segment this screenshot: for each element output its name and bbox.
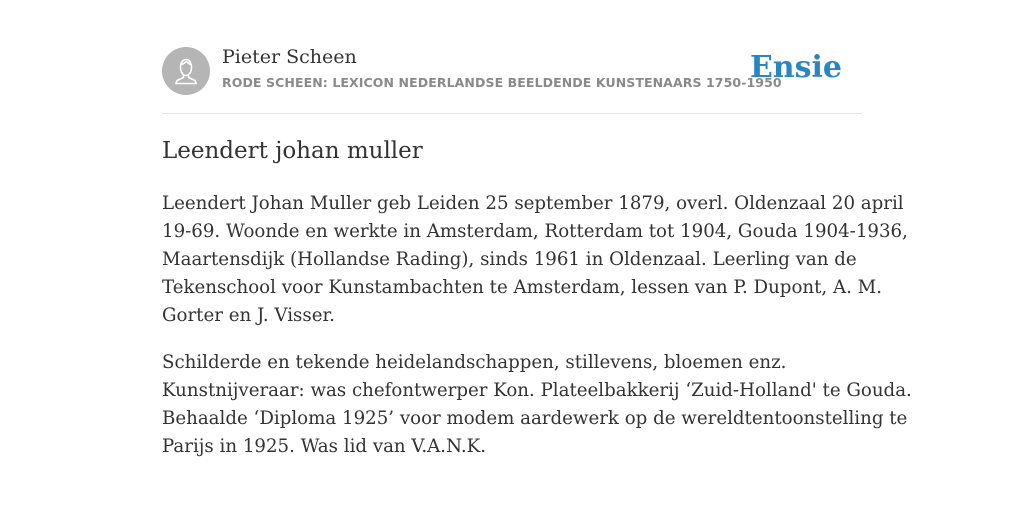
paragraph-line: Gorter en J. Visser. [162, 305, 335, 326]
article-title: Leendert johan muller [162, 138, 423, 164]
paragraph-line: Tekenschool voor Kunstambachten te Amsterdam, lessen van P. Dupont, A. M. [162, 277, 883, 298]
article-paragraph-2 [162, 349, 912, 461]
paragraph-line: Leendert Johan Muller geb Leiden 25 september 1879, overl. Oldenzaal 20 april [162, 193, 904, 214]
paragraph-line: Maartensdijk (Hollandse Rading), sinds 1961 in Oldenzaal. Leerling van de [162, 249, 857, 270]
ensie-logo[interactable]: Ensie [749, 50, 842, 85]
header-divider [162, 113, 862, 114]
paragraph-line: Schilderde en tekende heidelandschappen, stillevens, bloemen enz. [162, 352, 787, 373]
article-header [162, 46, 862, 96]
paragraph-line: Parijs in 1925. Was lid van V.A.N.K. [162, 436, 486, 457]
paragraph-line: Behaalde ‘Diploma 1925’ voor modem aardewerk op de wereldtentoonstelling te [162, 408, 908, 429]
article-paragraph-1 [162, 190, 908, 330]
paragraph-line: 19-69. Woonde en werkte in Amsterdam, Rotterdam tot 1904, Gouda 1904-1936, [162, 221, 908, 242]
source-title[interactable]: RODE SCHEEN: LEXICON NEDERLANDSE BEELDENDE KUNSTENAARS 1750-1950 [222, 75, 782, 90]
author-avatar[interactable] [162, 47, 210, 95]
author-name[interactable]: Pieter Scheen [222, 46, 357, 68]
paragraph-line: Kunstnijveraar: was chefontwerper Kon. Plateelbakkerij ‘Zuid-Holland' te Gouda. [162, 380, 912, 401]
user-silhouette-icon [162, 47, 210, 95]
